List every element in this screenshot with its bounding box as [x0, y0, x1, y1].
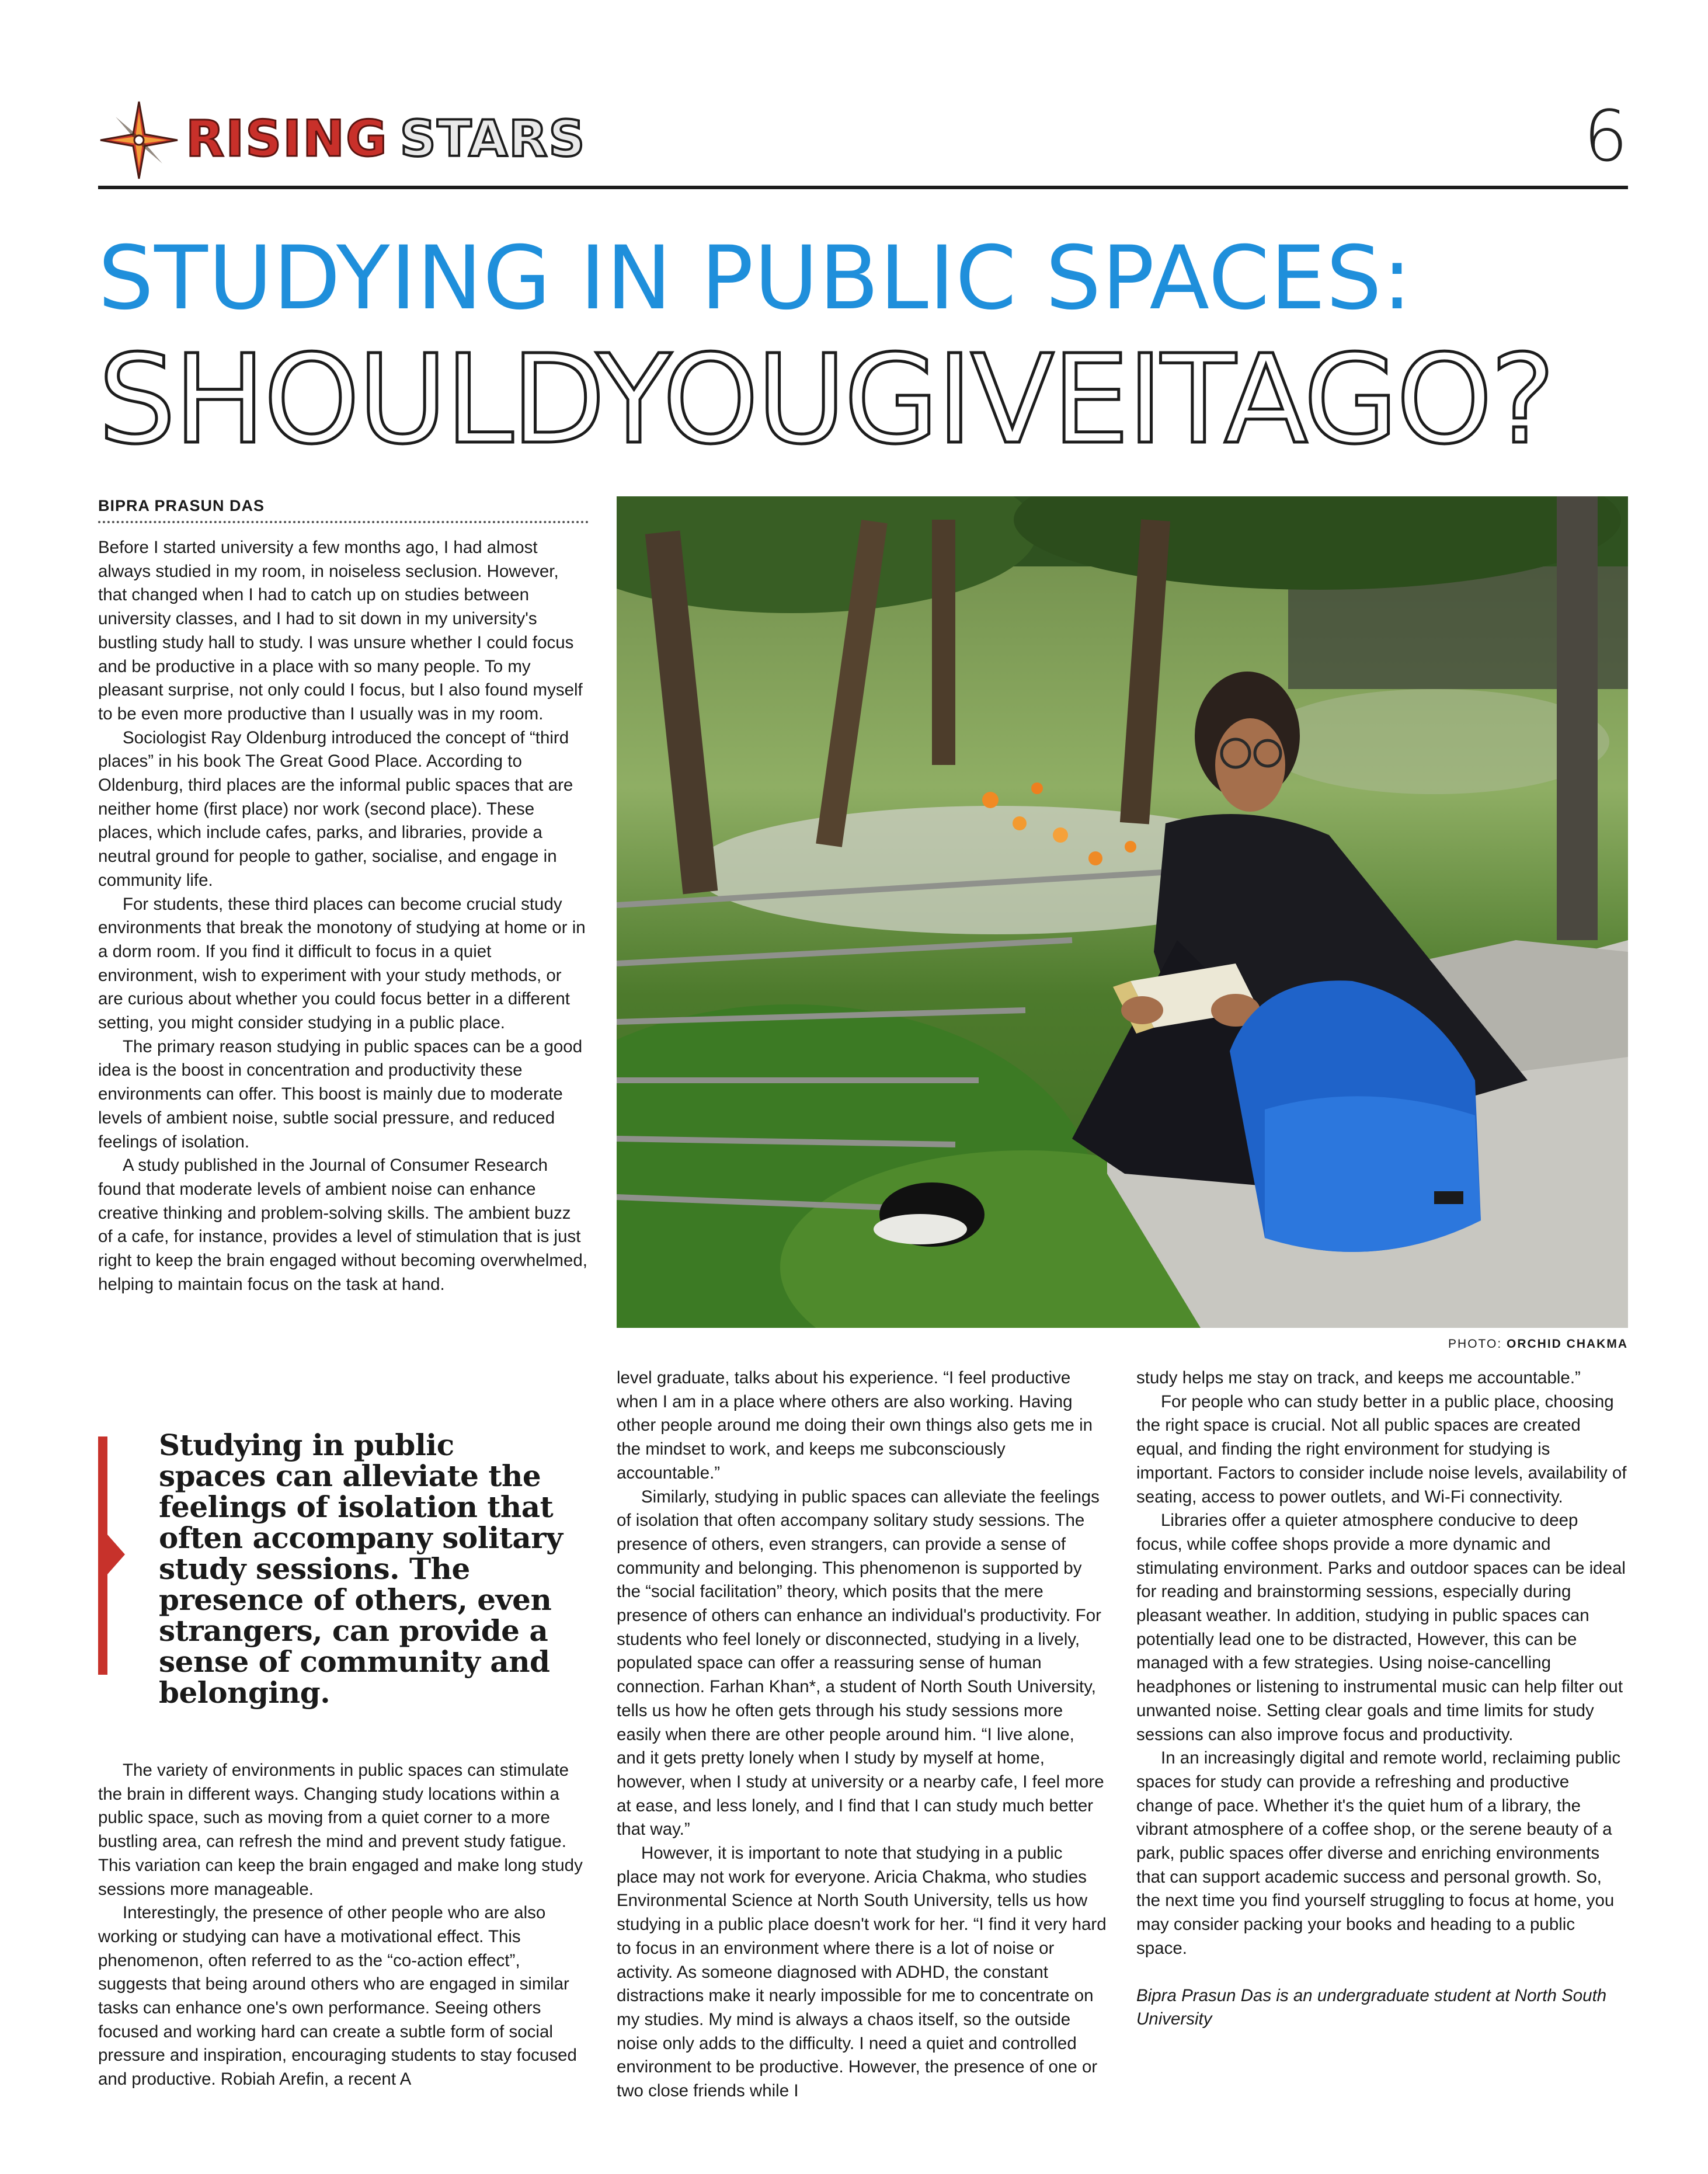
masthead — [98, 96, 1628, 181]
photo-credit-label: PHOTO: — [1448, 1337, 1502, 1351]
paragraph: level graduate, talks about his experience. “I feel productive when I am in a place where others are also working. Having other people around me doing their own things also gets me in the mindset to work, and keeps me subconsciously accountable.” — [617, 1368, 1093, 1483]
headline-line-1: STUDYING IN PUBLIC SPACES: — [98, 228, 1413, 329]
photo-credit — [1142, 1337, 1628, 1351]
paragraph: For people who can study better in a public place, choosing the right space is crucial. Not all public spaces are created equal, and finding the right environment for studying is important. Factors to consider include noise levels, availability of seating, access to power outlets, and Wi-Fi connectivity. — [1136, 1392, 1627, 1507]
pull-quote-arrow-icon — [107, 1535, 125, 1574]
compass-star-icon — [98, 99, 180, 181]
paragraph: For students, these third places can become crucial study environments that break the monotony of studying at home or in a dorm room. If you find it difficult to focus in a quiet environment, wish to experiment with your study methods, or are curious about whether you could focus better in a different setting, you might consider studying in a public place. — [98, 894, 586, 1033]
masthead-divider — [98, 186, 1628, 189]
byline-divider — [98, 521, 589, 523]
article-column-1-top — [98, 536, 589, 1297]
paragraph: Libraries offer a quieter atmosphere conducive to deep focus, while coffee shops provide a more dynamic and stimulating environment. Parks and outdoor spaces can be ideal for reading and brainstorming sessions, especially during pleasant weather. In addition, studying in public spaces can potentially lead one to be distracted, However, this can be managed with a few strategies. Using noise-cancelling headphones or listening to instrumental music can help filter out unwanted noise. Setting clear goals and time limits for study sessions can also improve focus and productivity. — [1136, 1511, 1626, 1744]
paragraph: Before I started university a few months ago, I had almost always studied in my room, in noiseless seclusion. However, that changed when I had to catch up on studies between university classes, and I had to sit down in my university's bustling study hall to study. I was unsure whether I could focus and be productive in a place with so many people. To my pleasant surprise, not only could I focus, but I also found myself to be even more productive than I usually was in my room. — [98, 538, 583, 723]
paragraph: A study published in the Journal of Consumer Research found that moderate levels of ambient noise can enhance creative thinking and problem-solving skills. The ambient buzz of a cafe, for instance, provides a level of stimulation that is just right to keep the brain engaged without becoming overwhelmed, helping to maintain focus on the task at hand. — [98, 1156, 587, 1294]
paragraph: study helps me stay on track, and keeps me accountable.” — [1136, 1368, 1581, 1387]
byline: BIPRA PRASUN DAS — [98, 497, 265, 514]
paragraph: The primary reason studying in public spaces can be a good idea is the boost in concentration and productivity these environments can offer. This boost is mainly due to moderate levels of ambient noise, subtle social pressure, and reduced feelings of isolation. — [98, 1036, 583, 1152]
article-column-3 — [1136, 1366, 1628, 2032]
pull-quote-bar — [98, 1436, 107, 1675]
paragraph: In an increasingly digital and remote world, reclaiming public spaces for study can provide a refreshing and productive change of pace. Whether it's the quiet hum of a library, the vibrant atmosphere of a coffee shop, or the serene beauty of a park, public spaces offer diverse and enriching environments that can support academic success and personal growth. So, the next time you find yourself struggling to focus at home, you may consider packing your books and heading to a public space. — [1136, 1748, 1621, 1958]
student-reading-in-park-image — [617, 496, 1628, 1328]
paragraph: The variety of environments in public spaces can stimulate the brain in different ways. Changing study locations within a public space, such as moving from a quiet corner to a more bustling area, can refresh the mind and prevent study fatigue. This variation can keep the brain engaged and make long study sessions more manageable. — [98, 1761, 583, 1899]
photo-credit-name: ORCHID CHAKMA — [1507, 1337, 1628, 1351]
paragraph: Sociologist Ray Oldenburg introduced the concept of “third places” in his book The Great Good Place. According to Oldenburg, third places are the informal public spaces that are neither home (first place) nor work (second place). These places, which include cafes, parks, and libraries, provide a neutral ground for people to gather, socialise, and engage in community life. — [98, 728, 573, 890]
brand-rising: RISING — [186, 110, 388, 168]
paragraph: Interestingly, the presence of other people who are also working or studying can have a motivational effect. This phenomenon, often referred to as the “co-action effect”, suggests that being around others who are engaged in similar tasks can enhance one's own performance. Seeing others focused and working hard can create a subtle form of social pressure and inspiration, encouraging students to stay focused and productive. Robiah Arefin, a recent A — [98, 1903, 577, 2089]
paragraph: However, it is important to note that studying in a public place may not work for everyone. Aricia Chakma, who studies Environmental Science at North South University, tells us how studying in a public place doesn't work for her. “I find it very hard to focus in an environment where there is a lot of noise or activity. As someone diagnosed with ADHD, the constant distractions make it nearly impossible for me to concentrate on my studies. My mind is always a chaos itself, so the outside noise only adds to the difficulty. I need a quiet and controlled environment to be productive. However, the presence of one or two close friends while I — [617, 1843, 1107, 2101]
article-column-1-bottom — [98, 1759, 589, 2092]
article-photo — [617, 496, 1628, 1328]
headline-line-2: SHOULDYOUGIVEITAGO? — [98, 328, 1553, 471]
article-column-2 — [617, 1366, 1107, 2103]
brand-wordmark — [186, 110, 586, 168]
brand-stars: STARS — [399, 110, 586, 168]
author-note: Bipra Prasun Das is an undergraduate student at North South University — [1136, 1985, 1607, 2029]
pull-quote: Studying in public spaces can alleviate the feelings of isolation that often accompany solitary study sessions. The presence of others, even strangers, can provide a sense of community and belonging. — [159, 1428, 563, 1710]
page-number: 6 — [1583, 96, 1628, 178]
paragraph: Similarly, studying in public spaces can alleviate the feelings of isolation that often accompany solitary study sessions. The presence of others, even strangers, can provide a sense of community and belonging. This phenomenon is supported by the “social facilitation” theory, which posits that the mere presence of others can enhance an individual's productivity. For students who feel lonely or disconnected, studying in a lively, populated space can offer a reassuring sense of human connection. Farhan Khan*, a student of North South University, tells us how he often gets through his study sessions more easily when there are other people around him. “I live alone, and it gets pretty lonely when I study by myself at home, however, when I study at university or a nearby cafe, I feel more at ease, and less lonely, and I find that I can study much better that way.” — [617, 1487, 1104, 1839]
